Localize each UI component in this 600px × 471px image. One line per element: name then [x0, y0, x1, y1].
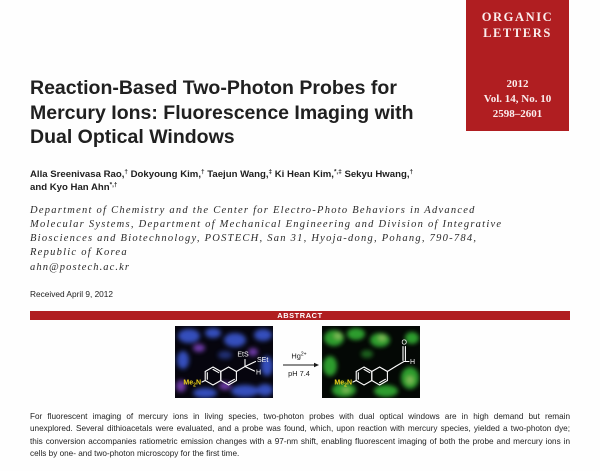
affiliation-line: Department of Chemistry and the Center for Electro-Photo Behaviors in Advanced — [30, 205, 476, 216]
probe-sulfur-right-label: SEt — [257, 357, 269, 364]
abstract-line: For fluorescent imaging of mercury ions in living species, two-photon probes with dual optical windows are in high demand but remain — [30, 412, 570, 421]
author-name: Dokyoung Kim, — [130, 169, 201, 180]
author-line — [30, 169, 413, 182]
journal-pages: 2598–2601 — [492, 108, 543, 120]
title-line: Reaction-Based Two-Photon Probes for — [30, 77, 397, 99]
probe-sulfur-left-label: EtS — [237, 351, 249, 359]
author-affiliation-mark: † — [200, 168, 205, 176]
title-line: Mercury Ions: Fluorescence Imaging with — [30, 101, 414, 124]
reaction-condition-label: pH 7.4 — [288, 369, 310, 378]
abstract-body — [30, 411, 570, 460]
journal-name-line1: ORGANIC — [481, 10, 554, 24]
affiliation-line: Biosciences and Biotechnology, POSTECH, San 31, Hyoja-dong, Pohang, 790-784, — [30, 233, 478, 244]
amine-end: N — [195, 379, 201, 387]
author-name: Sekyu Hwang, — [344, 169, 410, 180]
journal-name-line2: LETTERS — [483, 26, 552, 40]
journal-year: 2012 — [506, 78, 529, 90]
author — [344, 169, 413, 180]
reaction-arrow — [280, 346, 322, 386]
reagent-ion: Hg — [291, 351, 301, 361]
author-affiliation-mark: *,‡ — [333, 168, 342, 176]
author — [50, 182, 118, 193]
reagent-charge: 2+ — [300, 351, 307, 358]
title-line: Dual Optical Windows — [30, 126, 235, 148]
author-name: Kyo Han Ahn — [49, 181, 110, 193]
abstract-line: this conversion accompanies ratiometric emission changes with a 97-nm shift, enabling fluorescent imaging of both the probe and mercury ions in — [30, 436, 570, 446]
author-list — [30, 169, 413, 194]
author-affiliation-mark: *,† — [109, 181, 118, 188]
affiliation — [30, 204, 502, 260]
article-title — [30, 76, 414, 150]
product-hydrogen-label: H — [410, 359, 416, 366]
received-date: Received April 9, 2012 — [30, 289, 114, 299]
author-affiliation-mark: † — [124, 168, 128, 176]
journal-volume: Vol. 14, No. 10 — [483, 93, 552, 105]
abstract-line: cells by one- and two-photon microscopy for the first time. — [30, 448, 240, 458]
author — [131, 169, 205, 180]
abstract-line: unexplored. Several dithioacetals were evaluated, and a probe was found, which, upon reaction with mercury species, yielded a two-photon dye; — [30, 424, 570, 434]
author — [207, 169, 272, 180]
reaction-arrow-icon — [283, 363, 319, 367]
author — [30, 169, 128, 180]
reagent-label — [291, 352, 306, 361]
amine-subscript: 2 — [344, 382, 347, 389]
probe-hydrogen-label: H — [256, 369, 262, 377]
affiliation-line: Molecular Systems, Department of Mechanical Engineering and Division of Integrative — [30, 219, 503, 230]
author-name: Ki Hean Kim, — [274, 169, 334, 180]
affiliation-line: Republic of Korea — [30, 247, 128, 258]
journal-banner — [466, 0, 569, 131]
author-name: Alla Sreenivasa Rao, — [30, 169, 125, 180]
author-name: Taejun Wang, — [207, 169, 269, 180]
amine-main: Me — [334, 379, 345, 387]
author — [275, 169, 342, 180]
amine-end: N — [346, 379, 352, 387]
author-conjunction: and — [30, 181, 48, 193]
probe-cell-image — [175, 326, 273, 398]
product-oxygen-label: O — [401, 339, 407, 347]
amine-subscript: 2 — [193, 382, 196, 389]
amine-main: Me — [183, 379, 194, 387]
author-line — [30, 182, 413, 195]
product-cell-image — [322, 326, 420, 398]
abstract-heading: ABSTRACT — [30, 311, 570, 320]
author-affiliation-mark: ‡ — [268, 168, 273, 176]
corresponding-email-link[interactable]: ahn@postech.ac.kr — [30, 262, 131, 273]
author-affiliation-mark: † — [409, 168, 414, 176]
